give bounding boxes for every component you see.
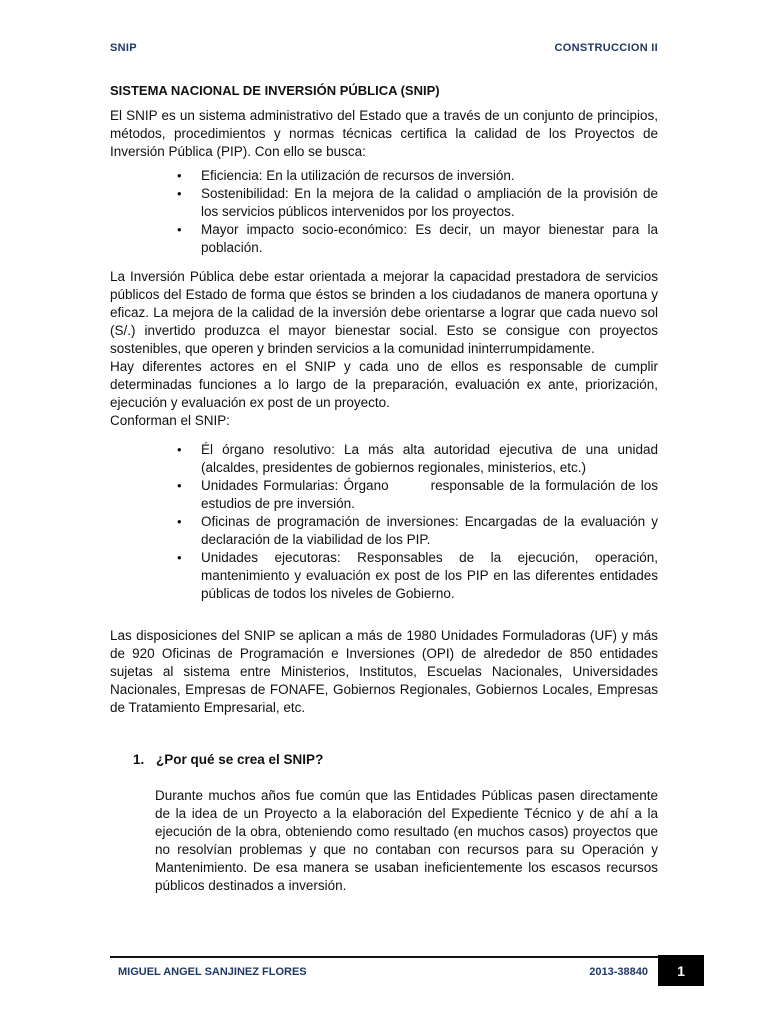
bullet-icon: • xyxy=(177,442,182,457)
list-item xyxy=(177,513,658,549)
document-title: SISTEMA NACIONAL DE INVERSIÓN PÚBLICA (SNIP) xyxy=(110,83,440,98)
actor-text: Él órgano resolutivo: La más alta autoridad ejecutiva de una unidad (alcaldes, presidentes de gobiernos regionales, ministerios, etc.) xyxy=(201,442,658,475)
actor-text: Unidades Formularias: Órgano responsable de la formulación de los estudios de pre inversión. xyxy=(201,478,662,511)
page-header xyxy=(110,42,658,62)
answer-paragraph: Durante muchos años fue común que las Entidades Públicas pasen directamente de la idea de un Proyecto a la elaboración del Expediente Técnico y de ahí a la ejecución de la obra, obteniendo como resultado (en muchos casos) proyectos que no resolvían problemas y que no contaban con recursos para su Operación y Mantenimiento. De esa manera se usaban ineficientemente los escasos recursos públicos destinados a inversión. xyxy=(155,788,658,893)
goal-text: Sostenibilidad: En la mejora de la calidad o ampliación de la provisión de los servicios públicos intervenidos por los proyectos. xyxy=(201,186,658,219)
goals-list xyxy=(110,167,658,257)
goal-text: Eficiencia: En la utilización de recursos de inversión. xyxy=(201,168,515,183)
list-item xyxy=(177,167,658,185)
actors-paragraph: Hay diferentes actores en el SNIP y cada uno de ellos es responsable de cumplir determinadas funciones a lo largo de la preparación, evaluación ex ante, priorización, ejecución y evaluación ex post de un proyecto. xyxy=(110,359,658,410)
footer-divider xyxy=(110,956,658,958)
bullet-icon: • xyxy=(177,186,182,201)
page-number: 1 xyxy=(658,955,704,986)
footer-author: MIGUEL ANGEL SANJINEZ FLORES xyxy=(118,966,307,978)
investment-paragraph: La Inversión Pública debe estar orientada a mejorar la capacidad prestadora de servicios públicos del Estado de forma que éstos se brinden a los ciudadanos de manera oportuna y eficaz. La mejora de la calidad de la inversión debe orientarse a lograr que cada nuevo sol (S/.) invertido produzca el mayor bienestar social. Esto se consigue con proyectos sostenibles, que operen y brinden servicios a la comunidad ininterrumpidamente. xyxy=(110,269,658,356)
page-footer xyxy=(118,966,648,984)
bullet-icon: • xyxy=(177,514,182,529)
list-item xyxy=(177,549,658,603)
bullet-icon: • xyxy=(177,550,182,565)
intro-paragraph: El SNIP es un sistema administrativo del Estado que a través de un conjunto de principios, métodos, procedimientos y normas técnicas certifica la calidad de los Proyectos de Inversión Pública (PIP). Con ello se busca: xyxy=(110,108,658,159)
list-item xyxy=(177,477,662,513)
bullet-icon: • xyxy=(177,168,182,183)
conforman-label: Conforman el SNIP: xyxy=(110,413,231,428)
list-item xyxy=(177,185,658,221)
footer-code: 2013-38840 xyxy=(589,966,648,978)
section-number: 1. xyxy=(133,752,145,767)
list-item xyxy=(177,441,658,477)
goal-text: Mayor impacto socio-económico: Es decir, un mayor bienestar para la población. xyxy=(201,222,658,255)
scope-paragraph: Las disposiciones del SNIP se aplican a más de 1980 Unidades Formuladoras (UF) y más de 920 Oficinas de Programación e Inversiones (OPI) de alrededor de 850 entidades sujetas al sistema entre Ministerios, Institutos, Escuelas Nacionales, Universidades Nacionales, Empresas de FONAFE, Gobiernos Regionales, Gobiernos Locales, Empresas de Tratamiento Empresarial, etc. xyxy=(110,628,658,715)
document-body xyxy=(110,82,662,895)
header-left-text: SNIP xyxy=(110,42,137,54)
section-heading xyxy=(133,751,658,769)
section-title: ¿Por qué se crea el SNIP? xyxy=(156,752,324,767)
bullet-icon: • xyxy=(177,222,182,237)
actor-text: Unidades ejecutoras: Responsables de la ejecución, operación, mantenimiento y evaluación ex post de los PIP en las diferentes entidades públicas de todos los niveles de Gobierno. xyxy=(201,550,658,601)
list-item xyxy=(177,221,658,257)
header-right-text: CONSTRUCCION II xyxy=(554,42,658,54)
actor-text: Oficinas de programación de inversiones: Encargadas de la evaluación y declaración de la viabilidad de los PIP. xyxy=(201,514,658,547)
bullet-icon: • xyxy=(177,478,182,493)
actors-list xyxy=(110,441,662,603)
